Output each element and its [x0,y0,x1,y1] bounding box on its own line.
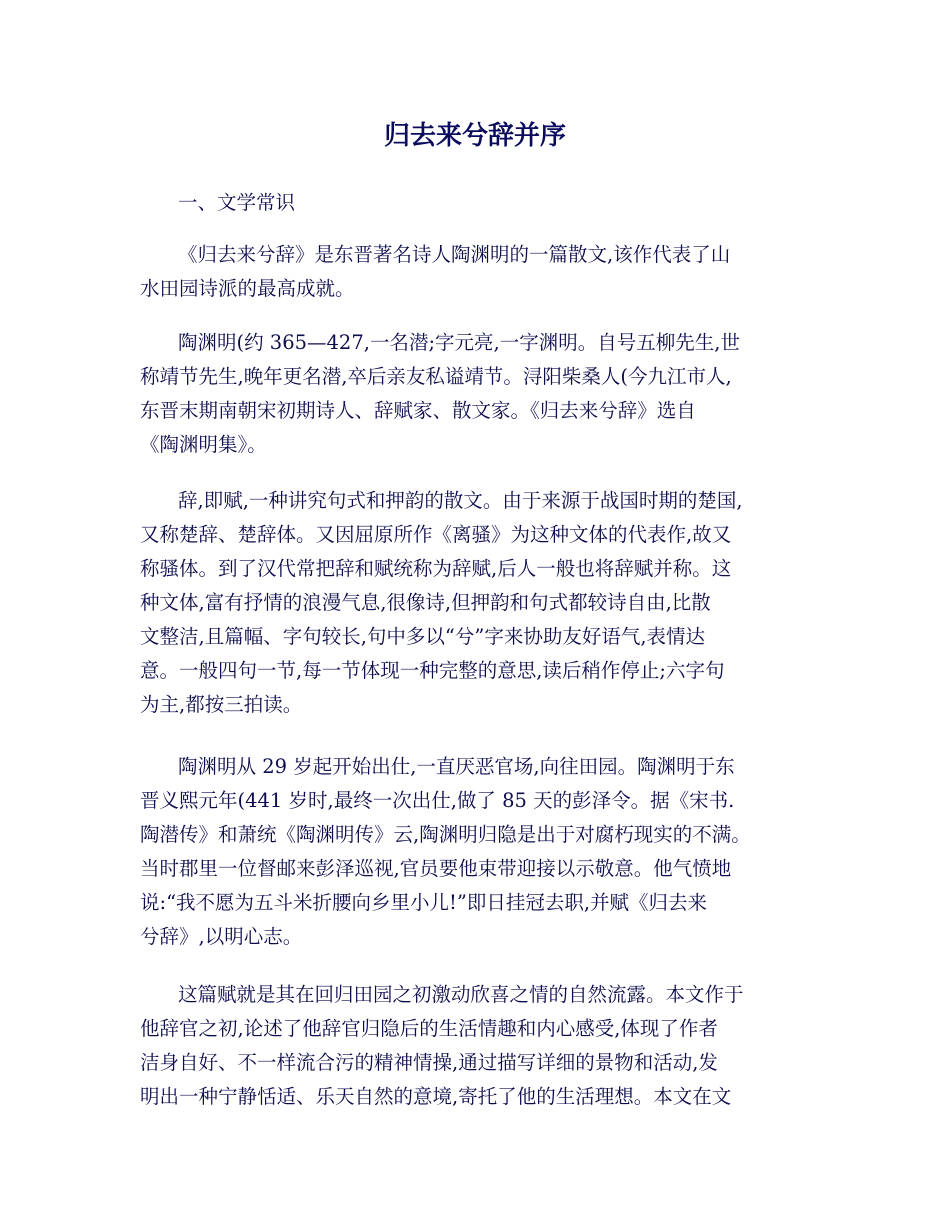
paragraph-line: 兮辞》,以明心志。 [140,925,303,948]
paragraph-line: 陶潜传》和萧统《陶渊明传》云,陶渊明归隐是出于对腐朽现实的不满。 [140,823,751,846]
paragraph-line: 他辞官之初,论述了他辞官归隐后的生活情趣和内心感受,体现了作者 [140,1017,718,1040]
paragraph-line: 陶渊明从 29 岁起开始出仕,一直厌恶官场,向往田园。陶渊明于东 [178,755,735,778]
section-heading: 一、文学常识 [178,191,296,214]
paragraph-1 [140,238,820,306]
paragraph-line: 称靖节先生,晚年更名潜,卒后亲友私谥靖节。浔阳柴桑人(今九江市人, [140,365,732,388]
paragraph-line: 称骚体。到了汉代常把辞和赋统称为辞赋,后人一般也将辞赋并称。这 [140,557,732,580]
paragraph-line: 文整洁,且篇幅、字句较长,句中多以“兮”字来协助友好语气,表情达 [140,625,706,648]
paragraph-line: 晋义熙元年(441 岁时,最终一次出仕,做了 85 天的彭泽令。据《宋书. [140,789,735,812]
paragraph-3 [140,484,820,722]
paragraph-line: 水田园诗派的最高成就。 [140,277,355,300]
paragraph-5 [140,978,820,1114]
paragraph-line: 说:“我不愿为五斗米折腰向乡里小儿!”即日挂冠去职,并赋《归去来 [140,891,708,914]
paragraph-line: 这篇赋就是其在回归田园之初激动欣喜之情的自然流露。本文作于 [178,983,744,1006]
paragraph-line: 种文体,富有抒情的浪漫气息,很像诗,但押韵和句式都较诗自由,比散 [140,591,711,614]
paragraph-line: 明出一种宁静恬适、乐天自然的意境,寄托了他的生活理想。本文在文 [140,1085,732,1108]
paragraph-line: 意。一般四句一节,每一节体现一种完整的意思,读后稍作停止;六字句 [140,659,725,682]
paragraph-2 [140,326,820,462]
paragraph-line: 《陶渊明集》。 [140,433,267,456]
paragraph-line: 辞,即赋,一种讲究句式和押韵的散文。由于来源于战国时期的楚国, [178,489,743,512]
paragraph-line: 东晋末期南朝宋初期诗人、辞赋家、散文家。《归去来兮辞》选自 [140,399,696,422]
paragraph-line: 为主,都按三拍读。 [140,693,303,716]
paragraph-4 [140,750,820,954]
paragraph-line: 《归去来兮辞》是东晋著名诗人陶渊明的一篇散文,该作代表了山 [178,243,731,266]
paragraph-line: 当时郡里一位督邮来彭泽巡视,官员要他束带迎接以示敬意。他气愤地 [140,857,732,880]
document-title: 归去来兮辞并序 [383,121,566,151]
paragraph-line: 又称楚辞、楚辞体。又因屈原所作《离骚》为这种文体的代表作,故又 [140,523,732,546]
paragraph-line: 陶渊明(约 365—427,一名潜;字元亮,一字渊明。自号五柳先生,世 [178,331,740,354]
paragraph-line: 洁身自好、不一样流合污的精神情操,通过描写详细的景物和活动,发 [140,1051,718,1074]
